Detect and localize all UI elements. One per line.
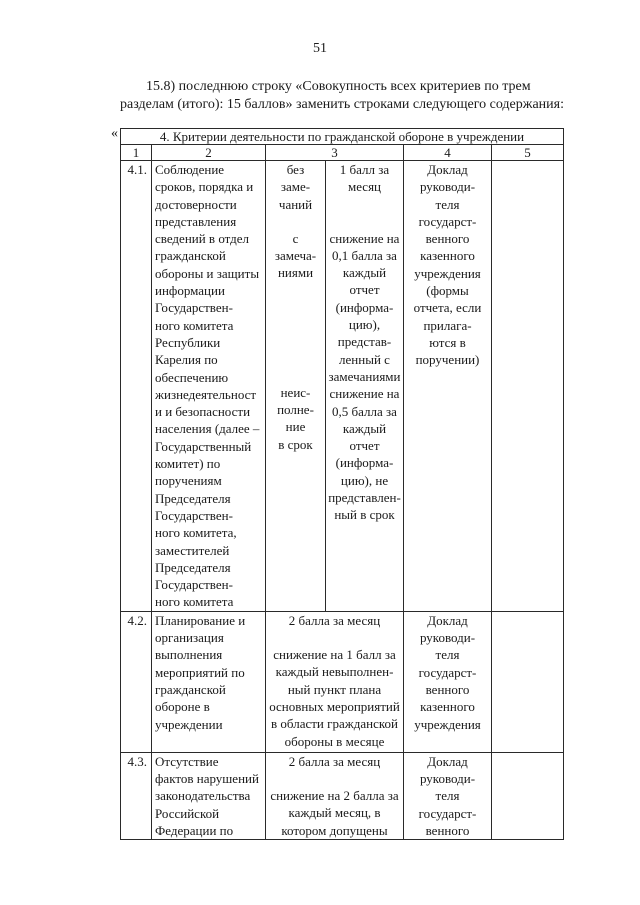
criterion-line: и и безопасности	[155, 404, 251, 420]
table-row-4-3	[121, 752, 564, 839]
condition-score-line: снижение на	[329, 230, 400, 246]
column-5-cell	[492, 611, 564, 752]
column-number-4: 4	[404, 145, 492, 161]
condition-label-line: чаний	[278, 196, 313, 212]
criterion-line: Государствен-	[155, 507, 233, 523]
criterion-line: Государственный	[155, 438, 252, 454]
amendment-intro	[120, 78, 564, 114]
condition-score-line: (информа-	[335, 455, 394, 471]
table-row-4-1	[121, 161, 564, 612]
condition-score-line: каждый отчет	[342, 265, 387, 298]
criterion-line: гражданской	[155, 681, 226, 697]
criterion-line: информации	[155, 283, 225, 299]
source-line: учреждения	[414, 716, 481, 732]
column-5-cell	[492, 752, 564, 839]
source-line: руководи-	[419, 179, 476, 195]
criterion-line: Федерации по	[155, 822, 234, 838]
criterion-line: фактов нарушений	[155, 771, 259, 787]
source-line: (формы	[426, 283, 469, 299]
column-number-2: 2	[152, 145, 266, 161]
source-line: Доклад	[427, 162, 468, 177]
criterion-line: Председателя	[155, 490, 231, 506]
condition-label-line: неис-	[280, 384, 311, 400]
criterion-line: ного комитета	[155, 594, 234, 610]
column-number-5: 5	[492, 145, 564, 161]
criterion-line: поручениям	[155, 473, 222, 489]
criterion-line: населения (далее –	[155, 421, 260, 437]
source-line: венного	[425, 681, 470, 697]
source-line: государст-	[418, 213, 477, 229]
condition-label-line: заме-	[280, 179, 311, 195]
source-line: теля	[435, 196, 460, 212]
condition-score-line: представлен-	[328, 490, 401, 506]
source-line: учреждения	[414, 265, 481, 281]
row-number: 4.2.	[121, 611, 152, 752]
condition-label-line: ние	[285, 419, 306, 435]
condition-label-cell	[266, 161, 326, 612]
score-reduction-line: снижение на 1 балл за	[273, 647, 396, 663]
page-number: 51	[313, 41, 327, 56]
source-line: прилага-	[423, 317, 472, 333]
criterion-line: Отсутствие	[155, 753, 219, 769]
criterion-line: заместителей	[155, 542, 230, 558]
condition-label-line: ниями	[277, 265, 314, 281]
score-reduction-line: ный пункт плана	[287, 681, 382, 697]
row-number: 4.3.	[121, 752, 152, 839]
row-number: 4.1.	[121, 161, 152, 612]
criterion-cell	[152, 752, 266, 839]
criterion-line: Российской	[155, 805, 220, 821]
source-line: государст-	[418, 805, 477, 821]
criterion-line: комитет) по	[155, 456, 221, 472]
criterion-line: сведений в отдел	[155, 231, 250, 247]
score-reduction-line: обороны в месяце	[284, 733, 385, 749]
criterion-line: Председателя	[155, 559, 231, 575]
criterion-line: обеспечению	[155, 369, 229, 385]
column-number-row	[121, 145, 564, 161]
criterion-line: ного комитета	[155, 317, 234, 333]
score-cell	[266, 752, 404, 839]
criterion-line: Карелия по	[155, 352, 218, 368]
criterion-line: обороны и защиты	[155, 265, 260, 281]
criterion-line: обороне в	[155, 699, 210, 715]
condition-score-line: цию), не	[340, 472, 389, 488]
section-title: 4. Критерии деятельности по гражданской обороне в учреждении	[121, 129, 564, 145]
score-reduction-line: снижение на 2 балла за	[270, 788, 399, 804]
score-reduction-line: в области гражданской	[271, 716, 398, 732]
intro-line-1: 15.8) последнюю строку «Совокупность всех критериев по трем	[146, 79, 531, 94]
source-line: теля	[435, 788, 460, 804]
criterion-line: Государствен-	[155, 577, 233, 593]
criterion-line: организация	[155, 630, 224, 646]
condition-score-line: ленный с	[339, 351, 390, 367]
criterion-line: мероприятий по	[155, 664, 245, 680]
source-cell	[404, 611, 492, 752]
condition-label-line: без	[286, 162, 305, 177]
source-line: Доклад	[427, 612, 468, 628]
criterion-line: Республики	[155, 334, 221, 350]
condition-label-line: полне-	[277, 402, 314, 418]
table-row-4-2	[121, 611, 564, 752]
source-line: казенного	[420, 699, 475, 715]
source-line: ются в	[429, 334, 466, 350]
criterion-line: Планирование и	[155, 612, 246, 628]
score-reduction-line: каждый месяц, в	[288, 805, 381, 821]
condition-score-line: (информа-	[335, 299, 394, 315]
condition-label-line: с	[292, 230, 299, 246]
source-line: теля	[435, 647, 460, 663]
criterion-line: достоверности	[155, 196, 237, 212]
condition-score-line: снижение на	[329, 386, 400, 402]
condition-label-line: в срок	[278, 436, 313, 452]
source-line: поручении)	[415, 352, 480, 368]
column-5-cell	[492, 161, 564, 612]
criterion-cell	[152, 161, 266, 612]
source-line: руководи-	[419, 630, 476, 646]
criterion-line: законодательства	[155, 788, 251, 804]
criterion-line: учреждении	[155, 716, 223, 732]
column-number-3: 3	[266, 145, 404, 161]
source-line: венного	[425, 231, 470, 247]
column-number-1: 1	[121, 145, 152, 161]
condition-score-line: 0,5 балла за	[332, 403, 397, 419]
score-main: 2 балла за месяц	[288, 753, 381, 769]
condition-score-line: 0,1 балла за	[332, 247, 397, 263]
source-line: Доклад	[427, 753, 468, 769]
condition-score-line: 1 балл за	[339, 162, 390, 177]
source-line: венного	[425, 822, 470, 838]
condition-score-line: ный в срок	[334, 507, 395, 523]
source-line: государст-	[418, 664, 477, 680]
criterion-line: сроков, порядка и	[155, 179, 254, 195]
criterion-line: представления	[155, 213, 237, 229]
criterion-cell	[152, 611, 266, 752]
opening-quote-mark: «	[111, 126, 118, 141]
source-cell	[404, 752, 492, 839]
source-line: казенного	[420, 248, 475, 264]
score-reduction-line: котором допущены	[281, 822, 388, 838]
source-line: руководи-	[419, 771, 476, 787]
score-cell	[266, 611, 404, 752]
score-reduction-line: каждый невыполнен-	[275, 664, 394, 680]
condition-score-line: месяц	[347, 179, 382, 195]
source-cell	[404, 161, 492, 612]
condition-score-cell	[326, 161, 404, 612]
condition-score-line: замечаниями	[328, 368, 401, 384]
condition-label-line: замеча-	[274, 248, 317, 264]
criterion-line: Государствен-	[155, 300, 233, 316]
criteria-table	[120, 128, 564, 840]
criterion-line: гражданской	[155, 248, 226, 264]
score-reduction-line: основных мероприятий	[269, 698, 400, 714]
condition-score-line: каждый отчет	[342, 420, 387, 454]
criterion-line: Соблюдение	[155, 162, 225, 177]
criterion-line: ного комитета,	[155, 525, 237, 541]
condition-score-line: представ-	[337, 334, 392, 350]
intro-line-2: разделам (итого): 15 баллов» заменить строками следующего содержания:	[120, 97, 564, 112]
criterion-line: жизнедеятельност	[155, 386, 257, 402]
condition-score-line: цию),	[348, 317, 381, 333]
score-main: 2 балла за месяц	[288, 612, 381, 628]
source-line: отчета, если	[413, 300, 482, 316]
criterion-line: выполнения	[155, 647, 223, 663]
